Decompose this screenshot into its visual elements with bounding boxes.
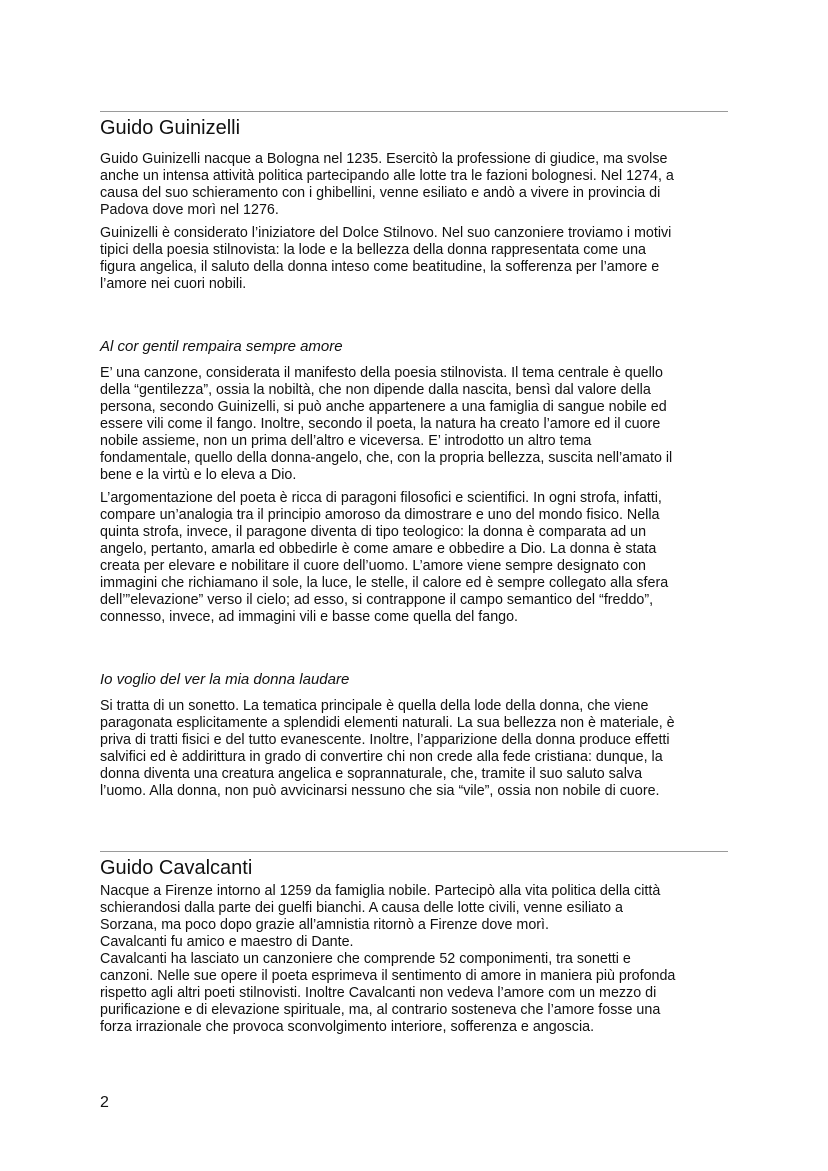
text-line: della “gentilezza”, ossia la nobiltà, che non dipende dalla nascita, bensì dal valore della [100, 382, 651, 398]
text-line: L’argomentazione del poeta è ricca di paragoni filosofici e scientifici. In ogni strofa, infatti, [100, 490, 662, 506]
text-line: figura angelica, il saluto della donna inteso come beatitudine, la sofferenza per l’amore e [100, 259, 660, 275]
section-divider [100, 111, 728, 112]
text-line: tipici della poesia stilnovista: la lode e la bellezza della donna rappresentata come una [100, 242, 647, 258]
subsection-title: Io voglio del ver la mia donna laudare [100, 671, 350, 688]
page-number: 2 [100, 1094, 109, 1111]
text-line: Guido Guinizelli nacque a Bologna nel 1235. Esercitò la professione di giudice, ma svolse [100, 151, 668, 167]
text-line: Nacque a Firenze intorno al 1259 da famiglia nobile. Partecipò alla vita politica della città [100, 883, 661, 899]
text-line: angelo, pertanto, amarla ed obbedirle è come amare e obbedire a Dio. La donna è stata [100, 541, 657, 557]
text-line: bene e la virtù e lo eleva a Dio. [100, 467, 297, 483]
text-line: E’ una canzone, considerata il manifesto della poesia stilnovista. Il tema centrale è quello [100, 365, 663, 381]
text-line: Cavalcanti ha lasciato un canzoniere che comprende 52 componimenti, tra sonetti e [100, 951, 631, 967]
section-title: Guido Cavalcanti [100, 857, 253, 879]
text-line: persona, secondo Guinizelli, si può anche appartenere a una famiglia di sangue nobile ed [100, 399, 667, 415]
text-line: rispetto agli altri poeti stilnovisti. Inoltre Cavalcanti non vedeva l’amore com un mezzo di [100, 985, 657, 1001]
text-line: creata per elevare e nobilitare il cuore dell’uomo. L’amore viene sempre designato con [100, 558, 646, 574]
text-line: causa del suo schieramento con i ghibellini, venne esiliato e andò a vivere in provincia di [100, 185, 661, 201]
paragraph [100, 365, 740, 484]
subsection-title: Al cor gentil rempaira sempre amore [100, 338, 343, 355]
paragraph [100, 225, 740, 293]
text-line: Sorzana, ma poco dopo grazie all’amnistia ritornò a Firenze dove morì. [100, 917, 549, 933]
text-line: compare un’analogia tra il principio amoroso da dimostrare e uno del mondo fisico. Nella [100, 507, 660, 523]
paragraph [100, 698, 740, 800]
text-line: salvifici ed è addirittura in grado di convertire chi non crede alla fede cristiana: dunque, la [100, 749, 663, 765]
text-line: immagini che richiamano il sole, la luce, le stelle, il calore ed è sempre collegato alla sfera [100, 575, 669, 591]
paragraph [100, 490, 740, 626]
text-line: l’uomo. Alla donna, non può avvicinarsi nessuno che sia “vile”, ossia non nobile di cuore. [100, 783, 660, 799]
paragraph [100, 151, 740, 219]
text-line: purificazione e di elevazione spirituale, ma, al contrario sosteneva che l’amore fosse una [100, 1002, 661, 1018]
section-divider [100, 851, 728, 852]
text-line: priva di tratti fisici e del tutto evanescente. Inoltre, l’apparizione della donna produce effetti [100, 732, 670, 748]
section-title: Guido Guinizelli [100, 117, 241, 139]
text-line: Si tratta di un sonetto. La tematica principale è quella della lode della donna, che viene [100, 698, 649, 714]
text-line: l’amore nei cuori nobili. [100, 276, 247, 292]
text-line: canzoni. Nelle sue opere il poeta esprimeva il sentimento di amore in maniera più profonda [100, 968, 676, 984]
text-line: Cavalcanti fu amico e maestro di Dante. [100, 934, 354, 950]
text-line: Guinizelli è considerato l’iniziatore del Dolce Stilnovo. Nel suo canzoniere troviamo i motivi [100, 225, 672, 241]
text-line: donna diventa una creatura angelica e soprannaturale, che, tramite il suo saluto salva [100, 766, 643, 782]
text-line: anche un intensa attività politica partecipando alle lotte tra le fazioni bolognesi. Nel 1274, a [100, 168, 674, 184]
text-line: quinta strofa, invece, il paragone diventa di tipo teologico: la donna è comparata ad un [100, 524, 647, 540]
text-line: schierandosi dalla parte dei guelfi bianchi. A causa delle lotte civili, venne esiliato a [100, 900, 623, 916]
text-line: fondamentale, quello della donna-angelo, che, con la propria bellezza, suscita nell’amato il [100, 450, 673, 466]
text-line: paragonata esplicitamente a splendidi elementi naturali. La sua bellezza non è materiale, è [100, 715, 675, 731]
text-line: Padova dove morì nel 1276. [100, 202, 279, 218]
text-line: nobile assieme, non un prima dell’altro e viceversa. E’ introdotto un altro tema [100, 433, 592, 449]
text-line: dell’”elevazione” verso il cielo; ad esso, si contrappone il campo semantico del “freddo”, [100, 592, 654, 608]
paragraph [100, 883, 740, 1036]
text-line: connesso, invece, ad immagini vili e basse come quella del fango. [100, 609, 519, 625]
text-line: essere vili come il fango. Inoltre, secondo il poeta, la natura ha creato l’amore ed il cuore [100, 416, 661, 432]
text-line: forza irrazionale che provoca sconvolgimento interiore, sofferenza e angoscia. [100, 1019, 595, 1035]
